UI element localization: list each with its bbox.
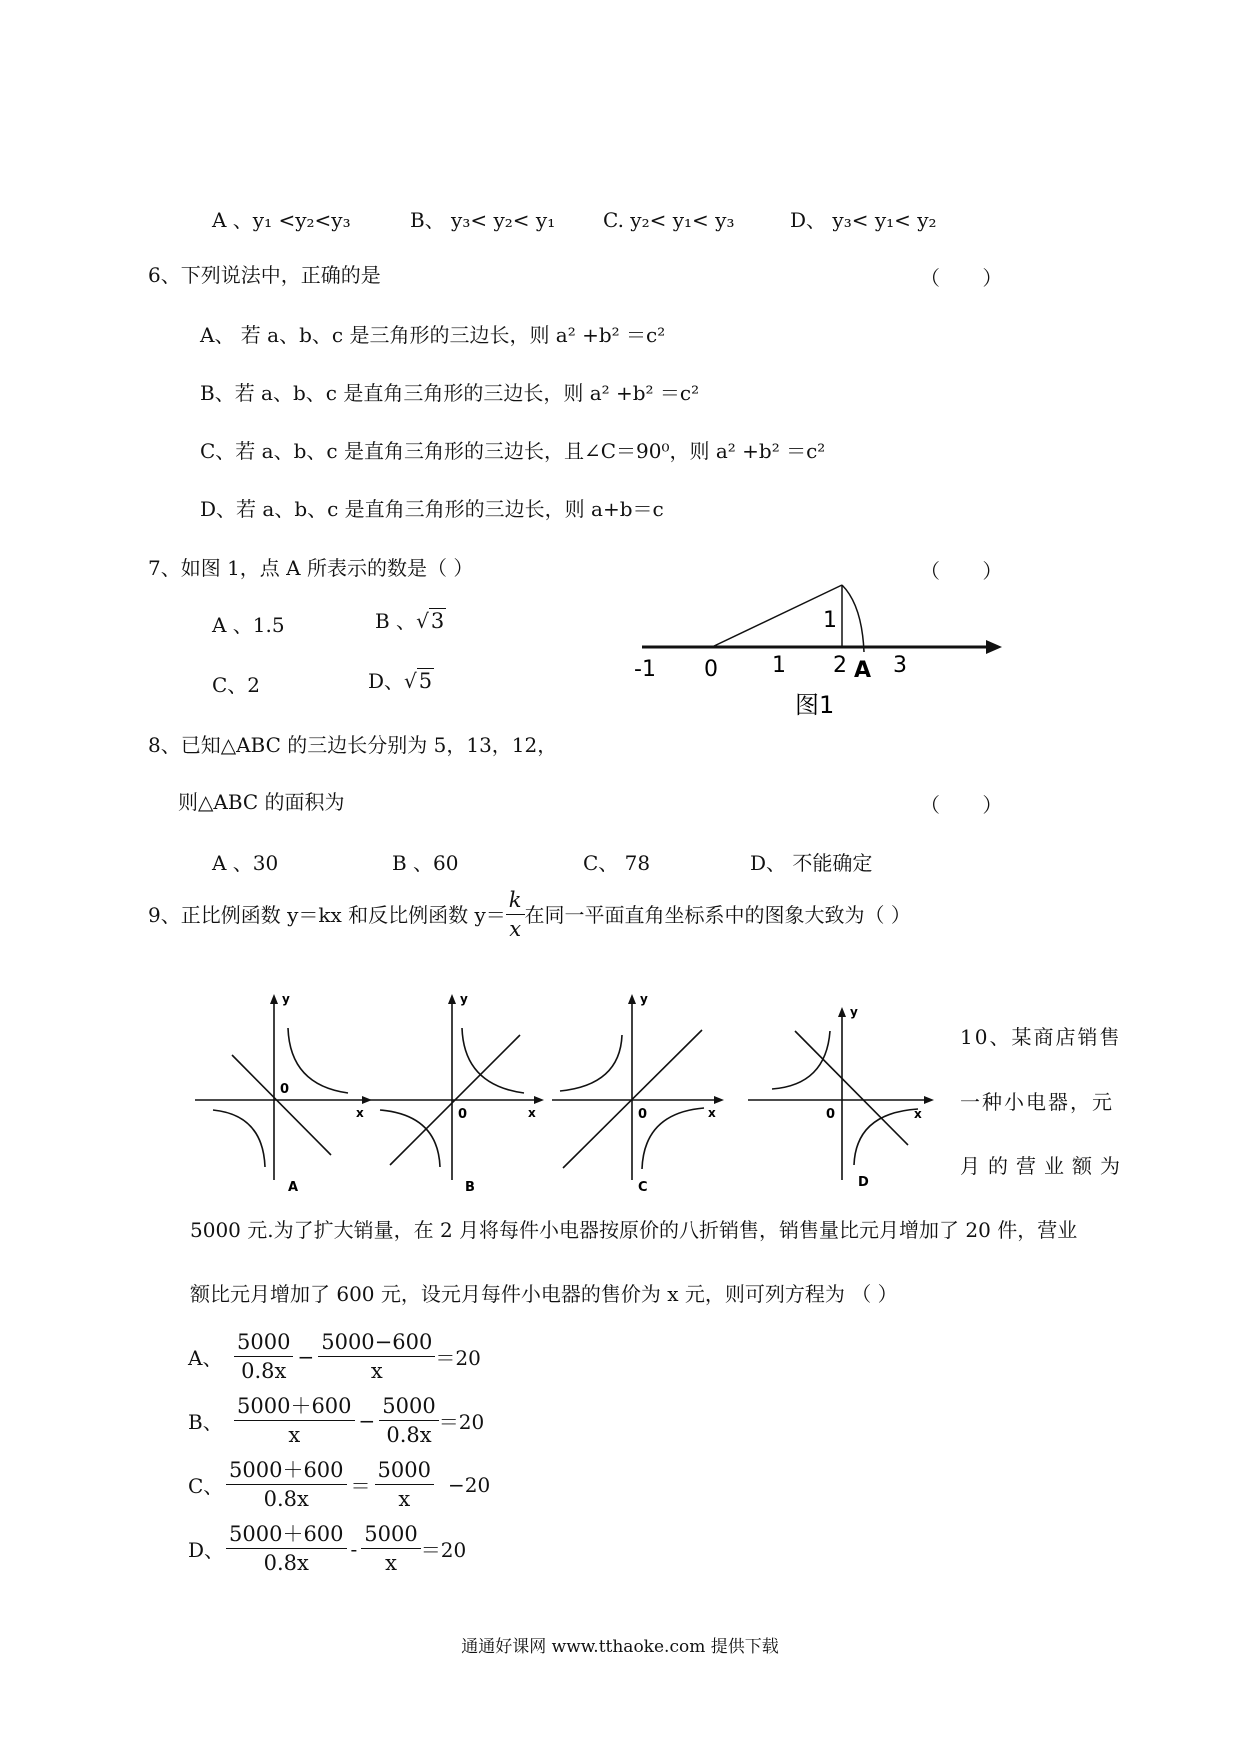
- numerator: 5000＋600: [226, 1458, 347, 1485]
- q10-stem-line2: 一种小电器，元: [960, 1090, 1114, 1114]
- hyperbola-branch: [288, 1028, 348, 1093]
- q6-option-d: D、若 a、b、c 是直角三角形的三边长，则 a+b＝c: [200, 497, 664, 521]
- option-label: C、: [188, 1474, 224, 1498]
- denominator: x: [288, 1423, 301, 1447]
- rhs: ＝20: [438, 1410, 485, 1434]
- q6-stem: 6、下列说法中，正确的是: [148, 263, 381, 287]
- x-axis-arrow-icon: [534, 1096, 544, 1104]
- height-label: 1: [823, 608, 837, 633]
- sqrt-symbol: √3: [416, 609, 445, 633]
- q6-option-b: B、若 a、b、c 是直角三角形的三边长，则 a² +b² ＝c²: [200, 381, 700, 405]
- q9-stem-pre: 9、正比例函数 y＝kx 和反比例函数 y＝: [148, 902, 506, 927]
- operator: −: [358, 1408, 376, 1433]
- denominator: x: [398, 1487, 411, 1511]
- fraction: [226, 1458, 347, 1511]
- x-axis-arrow-icon: [924, 1096, 934, 1104]
- line-graph: [795, 1031, 908, 1145]
- fraction: [234, 1394, 355, 1447]
- origin-label: 0: [826, 1107, 836, 1122]
- q9-stem: [148, 888, 911, 941]
- q7-option-c: C、2: [212, 673, 261, 697]
- q5-option-b: B、 y₃< y₂< y₁: [410, 208, 556, 232]
- x-axis-label: x: [708, 1106, 716, 1120]
- q6-answer-paren: （ ）: [920, 266, 1021, 290]
- hyperbola-branch: [854, 1109, 918, 1165]
- footer-source: 通通好课网 www.tthaoke.com 提供下载: [461, 1637, 779, 1657]
- denominator: x: [385, 1551, 397, 1575]
- graph-label: C: [638, 1180, 648, 1195]
- option-label: D、: [188, 1538, 225, 1562]
- y-axis-label: y: [460, 992, 468, 1006]
- graph-b: [370, 992, 544, 1195]
- hyperbola-branch: [560, 1035, 622, 1091]
- operator: ＝: [350, 1474, 371, 1498]
- q6-option-a: A、 若 a、b、c 是三角形的三边长，则 a² +b² ＝c²: [200, 323, 666, 347]
- operator: −: [297, 1344, 315, 1369]
- q9-fraction-num: k: [506, 888, 525, 915]
- origin-label: 0: [280, 1082, 290, 1097]
- q10-option-b: [188, 1394, 484, 1447]
- graph-label: D: [858, 1175, 869, 1190]
- operator: -: [350, 1536, 358, 1561]
- x-axis-arrow-icon: [714, 1096, 724, 1104]
- fraction: [361, 1522, 420, 1575]
- numerator: 5000−600: [318, 1330, 435, 1357]
- figure-caption: 图1: [795, 691, 835, 719]
- origin-label: 0: [638, 1107, 648, 1122]
- q8-option-a: A 、30: [212, 851, 279, 875]
- figure-1-number-line: [630, 570, 1010, 720]
- hyperbola-branch: [380, 1110, 440, 1167]
- graph-label: A: [288, 1180, 299, 1195]
- graph-c: [552, 992, 724, 1195]
- compass-arc: [842, 585, 864, 652]
- denominator: 0.8x: [263, 1551, 309, 1575]
- tick-label-neg1: -1: [634, 657, 656, 682]
- q7-stem: 7、如图 1，点 A 所表示的数是（ ）: [148, 556, 474, 580]
- q8-option-d: D、 不能确定: [750, 851, 873, 875]
- rhs: −20: [447, 1472, 491, 1497]
- q8-stem-line1: 8、已知△ABC 的三边长分别为 5，13，12，: [148, 733, 558, 757]
- rhs: ＝20: [420, 1538, 467, 1562]
- graph-d: [748, 1005, 934, 1190]
- y-axis-arrow-icon: [270, 994, 278, 1004]
- tick-label-1: 1: [772, 653, 786, 678]
- q7-option-a: A 、1.5: [212, 613, 285, 637]
- q10-option-d: [188, 1522, 466, 1575]
- q5-option-d: D、 y₃< y₁< y₂: [790, 208, 937, 232]
- q5-option-c: C. y₂< y₁< y₃: [603, 208, 735, 232]
- x-axis-label: x: [914, 1107, 922, 1121]
- fraction: [234, 1330, 293, 1383]
- q10-stem-line3: 月的营业额为: [960, 1154, 1128, 1178]
- sqrt-symbol: √5: [404, 669, 433, 693]
- fraction: [226, 1522, 347, 1575]
- denominator: 0.8x: [241, 1359, 287, 1383]
- q7-option-b-label: B 、: [375, 609, 417, 633]
- q10-stem-line4: 5000 元.为了扩大销量，在 2 月将每件小电器按原价的八折销售，销售量比元月增加了 20 件，营业: [190, 1218, 1078, 1242]
- y-axis-arrow-icon: [448, 994, 456, 1004]
- point-a-label: A: [854, 658, 872, 683]
- q9-fraction-den: x: [509, 917, 522, 941]
- q8-option-c: C、 78: [583, 851, 651, 875]
- denominator: 0.8x: [263, 1487, 309, 1511]
- q10-option-c: [188, 1458, 490, 1511]
- fraction: [375, 1458, 434, 1511]
- y-axis-label: y: [282, 992, 290, 1006]
- y-axis-label: y: [640, 992, 648, 1006]
- q7-option-d-label: D、: [368, 669, 405, 693]
- q9-graphs: [190, 985, 950, 1195]
- numerator: 5000＋600: [226, 1522, 347, 1549]
- option-label: A、: [188, 1346, 223, 1370]
- numerator: 5000: [379, 1394, 438, 1421]
- tick-label-2: 2: [833, 653, 847, 678]
- rhs: ＝20: [435, 1346, 481, 1370]
- option-label: B、: [188, 1410, 223, 1434]
- q9-stem-post: 在同一平面直角坐标系中的图象大致为（ ）: [524, 902, 911, 927]
- x-axis-label: x: [528, 1106, 536, 1120]
- y-axis-arrow-icon: [628, 994, 636, 1004]
- q5-option-a: A 、y₁ <y₂<y₃: [212, 208, 351, 232]
- number-line-arrow-icon: [986, 640, 1002, 654]
- y-axis-arrow-icon: [838, 1007, 846, 1017]
- hyperbola-branch: [772, 1031, 830, 1089]
- q10-stem-line1: 10、某商店销售: [960, 1025, 1122, 1049]
- q6-option-c: C、若 a、b、c 是直角三角形的三边长，且∠C＝90⁰，则 a² +b² ＝c²: [200, 439, 826, 463]
- q7-option-b-radicand: 3: [430, 609, 445, 633]
- tick-label-3: 3: [893, 653, 907, 678]
- q9-fraction: [506, 888, 525, 941]
- numerator: 5000: [234, 1330, 293, 1357]
- hyperbola-branch: [642, 1108, 704, 1169]
- denominator: x: [370, 1359, 383, 1383]
- q8-stem-line2: 则△ABC 的面积为: [178, 790, 345, 814]
- hyperbola-branch: [213, 1110, 265, 1167]
- origin-label: 0: [458, 1107, 468, 1122]
- graph-label: B: [465, 1180, 475, 1195]
- x-axis-label: x: [356, 1106, 364, 1120]
- numerator: 5000: [375, 1458, 434, 1485]
- numerator: 5000: [361, 1522, 420, 1549]
- fraction: [318, 1330, 435, 1383]
- numerator: 5000＋600: [234, 1394, 355, 1421]
- q7-option-b: [375, 608, 446, 634]
- q10-stem-line5: 额比元月增加了 600 元，设元月每件小电器的售价为 x 元，则可列方程为 （ ）: [190, 1282, 898, 1306]
- q7-option-d: [368, 668, 434, 694]
- q10-option-a: [188, 1330, 481, 1383]
- q8-option-b: B 、60: [392, 851, 459, 875]
- q7-option-d-radicand: 5: [418, 669, 433, 693]
- graph-a: [195, 992, 372, 1195]
- tick-label-0: 0: [704, 657, 718, 682]
- fraction: [379, 1394, 438, 1447]
- line-graph: [232, 1055, 331, 1155]
- q7-answer-paren: （ ）: [920, 559, 1021, 583]
- y-axis-label: y: [850, 1005, 858, 1019]
- denominator: 0.8x: [386, 1423, 432, 1447]
- q8-answer-paren: （ ）: [920, 793, 1021, 817]
